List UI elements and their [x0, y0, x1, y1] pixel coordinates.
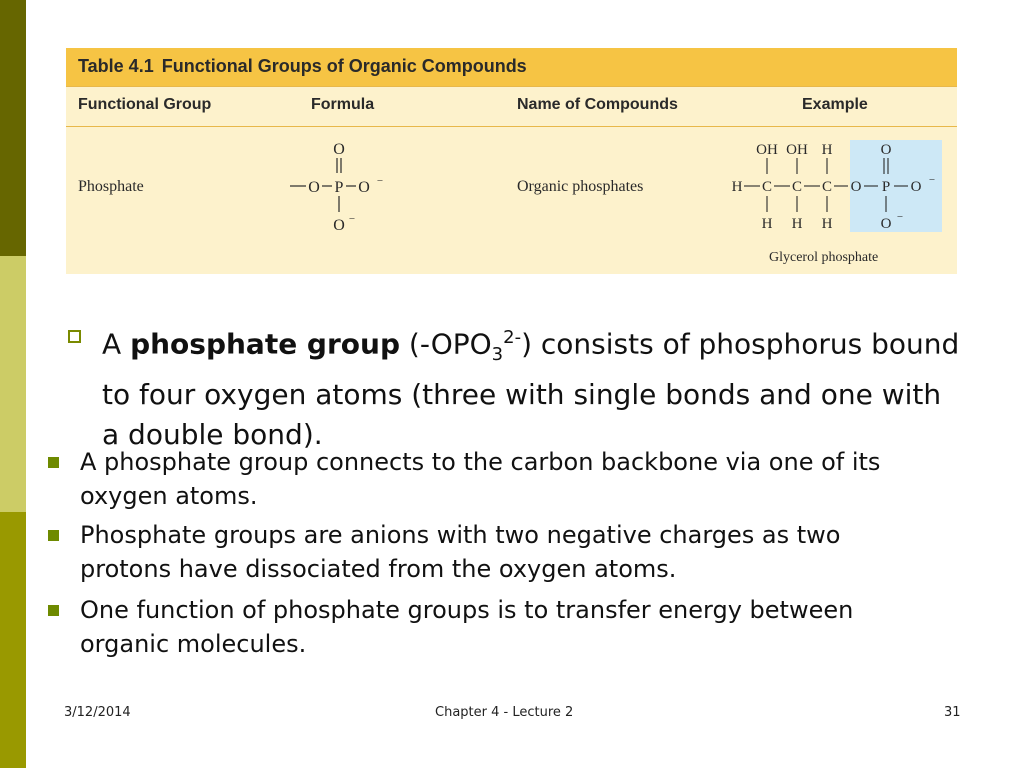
svg-text:−: −: [348, 213, 356, 225]
svg-text:O: O: [333, 141, 345, 158]
svg-text:O: O: [358, 179, 370, 196]
main-rest: ) consists of phosphorus bound to four oxygen atoms (three with single bonds and one with a double bond).: [102, 327, 960, 451]
sub-bullet-marker: [48, 605, 59, 616]
svg-text:O: O: [850, 179, 862, 195]
svg-text:O: O: [880, 142, 892, 158]
sidebar-band-middle: [0, 256, 26, 512]
main-bold-term: phosphate group: [130, 327, 400, 361]
svg-text:H: H: [761, 216, 773, 232]
svg-text:C: C: [821, 179, 833, 195]
svg-text:OH: OH: [786, 142, 808, 158]
svg-text:H: H: [731, 179, 743, 195]
glycerol-phosphate-structure: [726, 138, 946, 238]
svg-text:OH: OH: [756, 142, 778, 158]
svg-text:−: −: [376, 175, 384, 187]
sub-bullet-text: A phosphate group connects to the carbon backbone via one of its oxygen atoms.: [80, 448, 881, 510]
phosphate-formula-structure: [286, 140, 396, 240]
main-formula-open: (-OPO: [400, 327, 492, 361]
sidebar-band-top: [0, 0, 26, 256]
main-prefix: A: [102, 327, 131, 361]
column-header-name: Name of Compounds: [517, 96, 678, 113]
row-divider: [66, 126, 957, 127]
svg-text:C: C: [791, 179, 803, 195]
sub-bullet-marker: [48, 457, 59, 468]
svg-text:O: O: [333, 217, 345, 234]
svg-text:O: O: [910, 179, 922, 195]
footer-page-number: 31: [944, 705, 961, 720]
main-bullet-text: [102, 318, 962, 455]
column-header-example: Example: [802, 96, 868, 113]
functional-groups-table: [66, 48, 957, 274]
example-caption: Glycerol phosphate: [769, 250, 879, 265]
sidebar-band-bottom: [0, 512, 26, 768]
column-header-formula: Formula: [311, 96, 375, 113]
svg-text:O: O: [308, 179, 320, 196]
sub-bullet-text: One function of phosphate groups is to transfer energy between organic molecules.: [80, 596, 854, 658]
svg-text:−: −: [896, 211, 904, 223]
column-header-group: Functional Group: [78, 96, 212, 113]
table-number: Table 4.1: [78, 56, 154, 76]
main-formula-superscript: 2-: [503, 327, 522, 348]
row-functional-group: Phosphate: [78, 178, 144, 195]
svg-text:P: P: [881, 179, 891, 195]
svg-text:O: O: [880, 216, 892, 232]
main-formula-subscript: 3: [491, 343, 504, 365]
table-title-bar: [66, 48, 957, 86]
main-bullet-marker: [68, 330, 81, 343]
row-compound-name: Organic phosphates: [517, 178, 644, 195]
sub-bullet: [80, 445, 900, 513]
svg-text:−: −: [928, 174, 936, 186]
footer-title: Chapter 4 - Lecture 2: [435, 705, 574, 720]
svg-text:P: P: [334, 179, 344, 196]
svg-text:H: H: [791, 216, 803, 232]
header-divider: [66, 86, 957, 87]
svg-text:H: H: [821, 142, 833, 158]
table-title: [78, 56, 527, 77]
sub-bullet: [80, 593, 900, 661]
svg-text:C: C: [761, 179, 773, 195]
sub-bullet: [80, 518, 900, 586]
footer-date: 3/12/2014: [64, 705, 131, 720]
sub-bullet-text: Phosphate groups are anions with two negative charges as two protons have dissociated from the oxygen atoms.: [80, 521, 841, 583]
table-title-text: Functional Groups of Organic Compounds: [161, 56, 527, 76]
svg-text:H: H: [821, 216, 833, 232]
sub-bullet-marker: [48, 530, 59, 541]
